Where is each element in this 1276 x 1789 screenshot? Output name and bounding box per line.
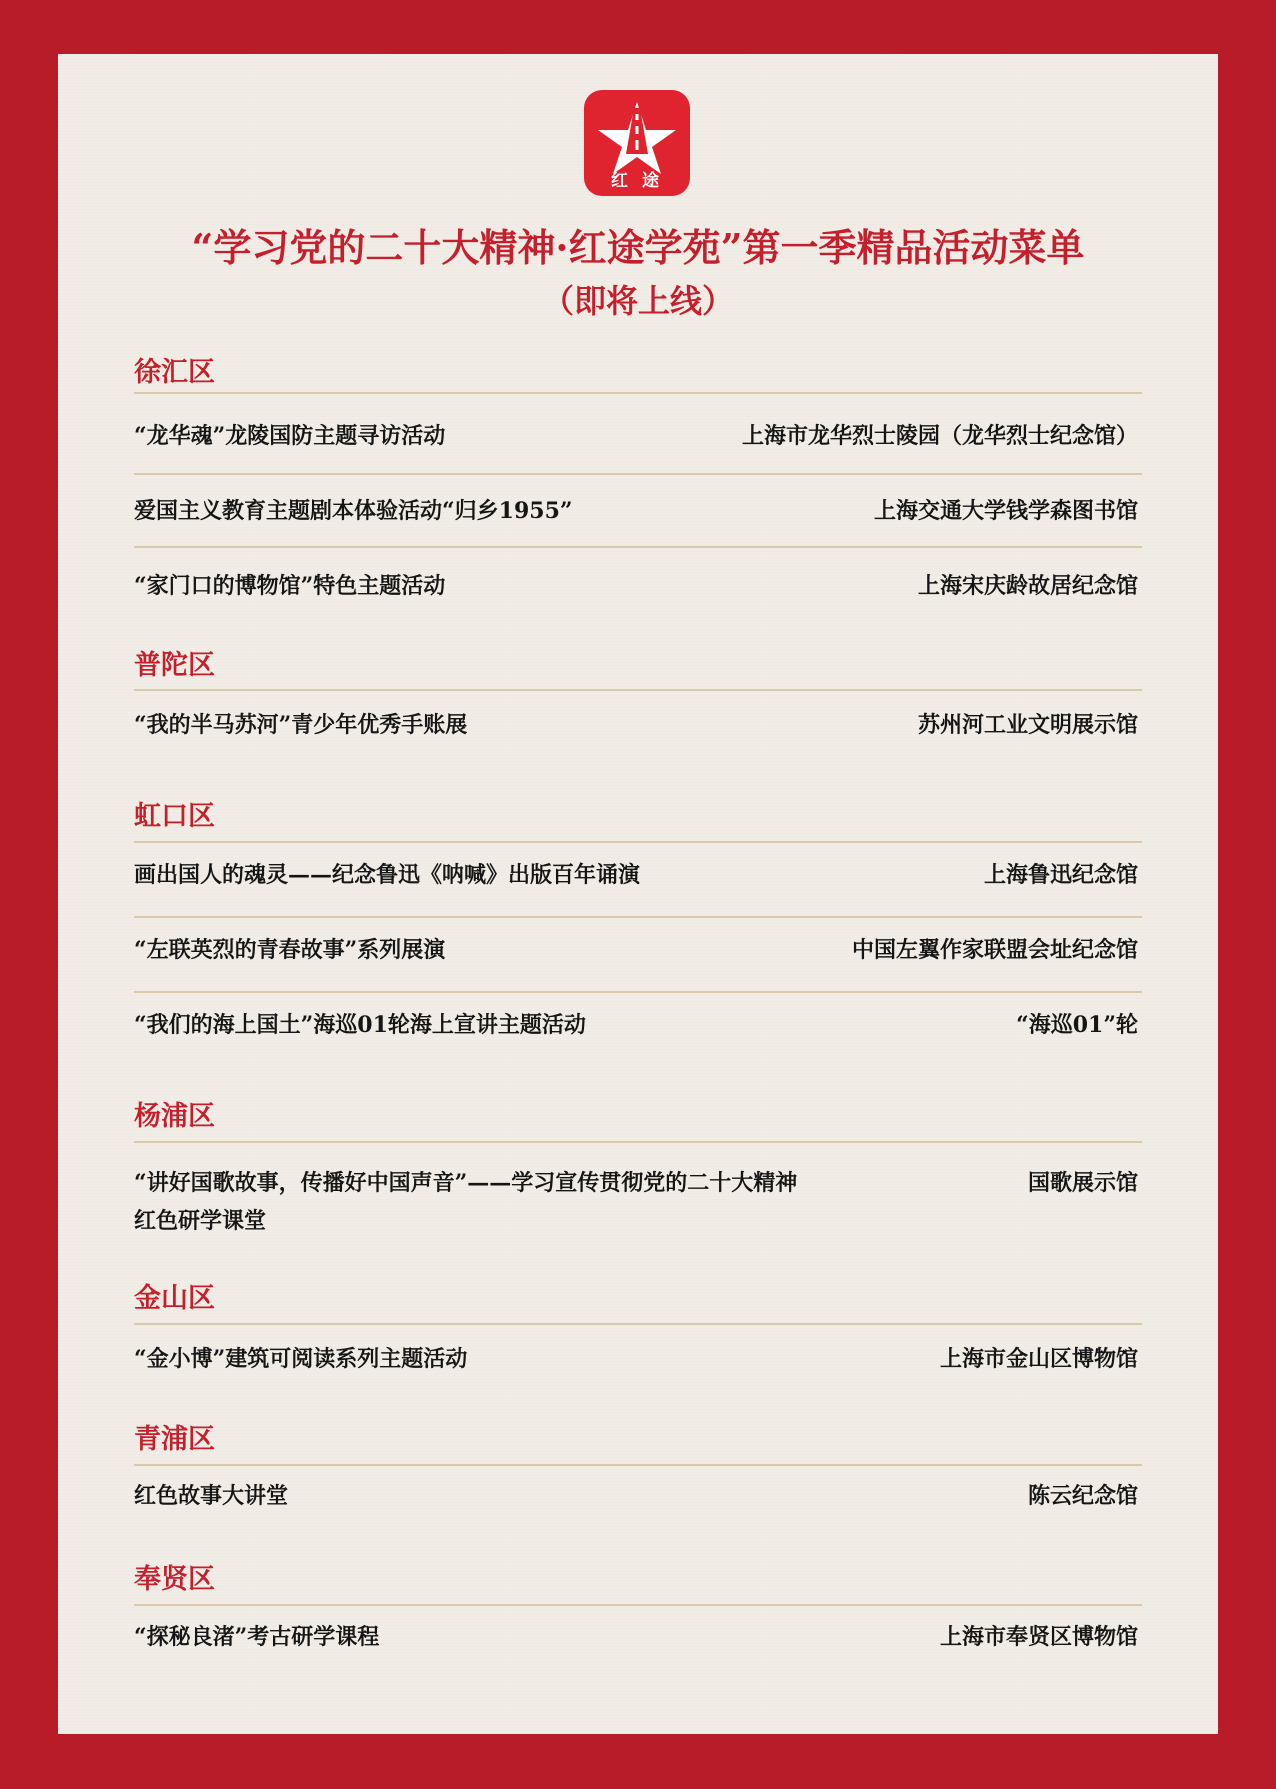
divider [134,1604,1142,1606]
venue-name: 陈云纪念馆 [1027,1483,1138,1509]
venue-name: “海巡01”轮 [1016,1012,1138,1038]
divider [134,473,1142,475]
venue-name: 苏州河工业文明展示馆 [917,712,1138,738]
page-subtitle: （即将上线） [541,282,734,320]
activity-name: “讲好国歌故事，传播好中国声音”——学习宣传贯彻党的二十大精神红色研学课堂 [134,1170,798,1234]
divider [134,546,1142,548]
venue-name: 上海市龙华烈士陵园（龙华烈士纪念馆） [741,423,1138,449]
divider [134,916,1142,918]
logo-text: 红 途 [611,171,663,191]
divider [134,991,1142,993]
app-logo [584,90,690,196]
activity-name: “家门口的博物馆”特色主题活动 [134,573,446,599]
activity-name: “金小博”建筑可阅读系列主题活动 [134,1346,468,1372]
district-heading: 金山区 [134,1283,215,1314]
activity-name: “我的半马苏河”青少年优秀手账展 [134,712,468,738]
activity-name: “探秘良渚”考古研学课程 [134,1624,380,1650]
venue-name: 上海市金山区博物馆 [939,1346,1138,1372]
venue-name: 国歌展示馆 [1027,1170,1138,1196]
venue-name: 上海鲁迅纪念馆 [983,862,1138,888]
divider [134,841,1142,843]
venue-name: 上海宋庆龄故居纪念馆 [917,573,1138,599]
district-heading: 青浦区 [134,1424,215,1455]
activity-name: 红色故事大讲堂 [134,1483,289,1509]
district-heading: 普陀区 [134,650,215,681]
activity-name: 画出国人的魂灵——纪念鲁迅《呐喊》出版百年诵演 [134,862,641,888]
district-heading: 徐汇区 [134,357,215,388]
divider [134,392,1142,394]
activity-name: “我们的海上国土”海巡01轮海上宣讲主题活动 [134,1012,586,1038]
divider [134,689,1142,691]
divider [134,1323,1142,1325]
activity-name: “左联英烈的青春故事”系列展演 [134,937,446,963]
menu-sheet [58,54,1218,1734]
activity-name: “龙华魂”龙陵国防主题寻访活动 [134,423,446,449]
venue-name: 上海交通大学钱学森图书馆 [873,498,1138,524]
venue-name: 上海市奉贤区博物馆 [939,1624,1138,1650]
divider [134,1141,1142,1143]
venue-name: 中国左翼作家联盟会址纪念馆 [851,937,1138,963]
district-heading: 虹口区 [134,801,215,832]
district-heading: 奉贤区 [134,1564,215,1595]
activity-name: 爱国主义教育主题剧本体验活动“归乡1955” [134,498,573,524]
divider [134,1464,1142,1466]
page-title: “学习党的二十大精神·红途学苑”第一季精品活动菜单 [191,225,1085,270]
district-heading: 杨浦区 [134,1101,215,1132]
